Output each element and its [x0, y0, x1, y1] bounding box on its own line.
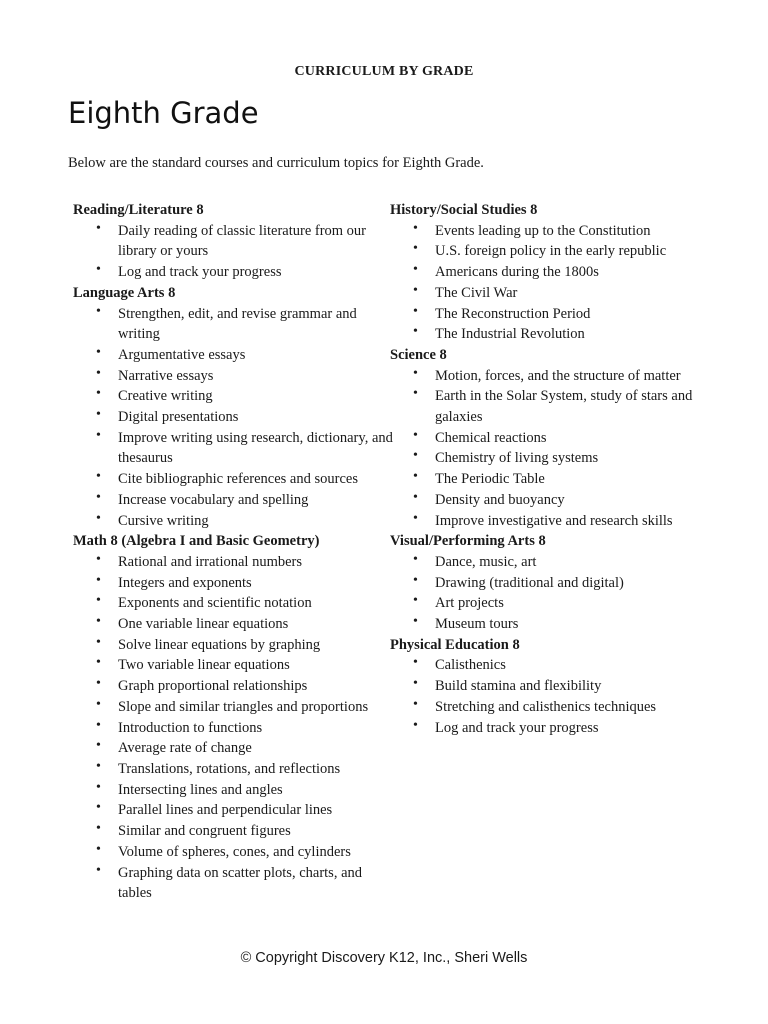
topic-item: • Creative writing — [73, 386, 393, 407]
topic-item: • Increase vocabulary and spelling — [73, 490, 393, 511]
document-header: CURRICULUM BY GRADE — [294, 64, 474, 79]
topic-item: • Build stamina and flexibility — [390, 676, 710, 697]
topic-item: • Log and track your progress — [390, 718, 710, 739]
topic-item: • The Industrial Revolution — [390, 324, 710, 345]
topic-list — [390, 366, 710, 532]
topic-item: • Rational and irrational numbers — [73, 552, 393, 573]
topic-item: • Drawing (traditional and digital) — [390, 573, 710, 594]
page-title: Eighth Grade — [68, 96, 259, 130]
topic-item: • Chemistry of living systems — [390, 448, 710, 469]
course-section — [390, 531, 710, 635]
topic-item: • Calisthenics — [390, 655, 710, 676]
topic-item: • The Periodic Table — [390, 469, 710, 490]
topic-item: • Museum tours — [390, 614, 710, 635]
course-title: Reading/Literature 8 — [73, 202, 204, 218]
topic-item: • Americans during the 1800s — [390, 262, 710, 283]
topic-list — [73, 552, 383, 904]
topic-item: • Cite bibliographic references and sources — [73, 469, 393, 490]
topic-item: • Similar and congruent figures — [73, 821, 393, 842]
topic-item: • Log and track your progress — [73, 262, 393, 283]
course-title: Visual/Performing Arts 8 — [390, 533, 546, 550]
topic-item: • Argumentative essays — [73, 345, 393, 366]
topic-item: • Narrative essays — [73, 366, 393, 387]
topic-item: • Digital presentations — [73, 407, 393, 428]
topic-item: • Stretching and calisthenics techniques — [390, 697, 710, 718]
topic-list — [390, 552, 710, 635]
topic-item: • Translations, rotations, and reflections — [73, 759, 393, 780]
topic-list — [73, 304, 393, 532]
course-section — [73, 200, 383, 283]
topic-item: • Chemical reactions — [390, 428, 710, 449]
topic-item: • Average rate of change — [73, 738, 393, 759]
course-section — [390, 635, 710, 739]
course-title: Physical Education 8 — [390, 636, 520, 653]
course-title: Science 8 — [390, 346, 447, 363]
topic-list — [390, 655, 710, 738]
topic-item: • Graph proportional relationships — [73, 676, 393, 697]
topic-list — [73, 221, 383, 283]
topic-item: • Dance, music, art — [390, 552, 710, 573]
topic-item: • Slope and similar triangles and proportions — [73, 697, 393, 718]
topic-item: • Density and buoyancy — [390, 490, 710, 511]
course-title: Language Arts 8 — [73, 284, 176, 301]
intro-text: Below are the standard courses and curriculum topics for Eighth Grade. — [68, 155, 484, 171]
topic-list — [390, 221, 710, 345]
topic-item: • Solve linear equations by graphing — [73, 635, 393, 656]
topic-item: • Parallel lines and perpendicular lines — [73, 800, 393, 821]
copyright-footer: © Copyright Discovery K12, Inc., Sheri Wells — [240, 950, 528, 966]
topic-item: • Introduction to functions — [73, 718, 393, 739]
topic-item: • U.S. foreign policy in the early republic — [390, 241, 710, 262]
topic-item: • Integers and exponents — [73, 573, 393, 594]
topic-item: • Exponents and scientific notation — [73, 593, 393, 614]
topic-item: • One variable linear equations — [73, 614, 393, 635]
topic-item: • Events leading up to the Constitution — [390, 221, 710, 242]
topic-item: • Cursive writing — [73, 511, 393, 532]
topic-item: • Daily reading of classic literature from our library or yours — [73, 221, 393, 262]
right-column — [390, 200, 710, 738]
course-title: History/Social Studies 8 — [390, 202, 538, 218]
topic-item: • The Civil War — [390, 283, 710, 304]
topic-item: • Earth in the Solar System, study of stars and galaxies — [390, 386, 710, 427]
topic-item: • Art projects — [390, 593, 710, 614]
course-section — [73, 531, 383, 904]
topic-item: • Two variable linear equations — [73, 655, 393, 676]
topic-item: • Improve investigative and research skills — [390, 511, 710, 532]
topic-item: • Motion, forces, and the structure of matter — [390, 366, 710, 387]
topic-item: • Graphing data on scatter plots, charts, and tables — [73, 863, 393, 904]
topic-item: • Improve writing using research, dictionary, and thesaurus — [73, 428, 393, 469]
topic-item: • Volume of spheres, cones, and cylinders — [73, 842, 393, 863]
left-column — [73, 200, 393, 904]
topic-item: • Strengthen, edit, and revise grammar and writing — [73, 304, 393, 345]
course-section — [390, 200, 710, 345]
course-section — [73, 283, 393, 531]
course-title: Math 8 (Algebra I and Basic Geometry) — [73, 533, 320, 550]
topic-item: • The Reconstruction Period — [390, 304, 710, 325]
topic-item: • Intersecting lines and angles — [73, 780, 393, 801]
course-section — [390, 345, 710, 531]
